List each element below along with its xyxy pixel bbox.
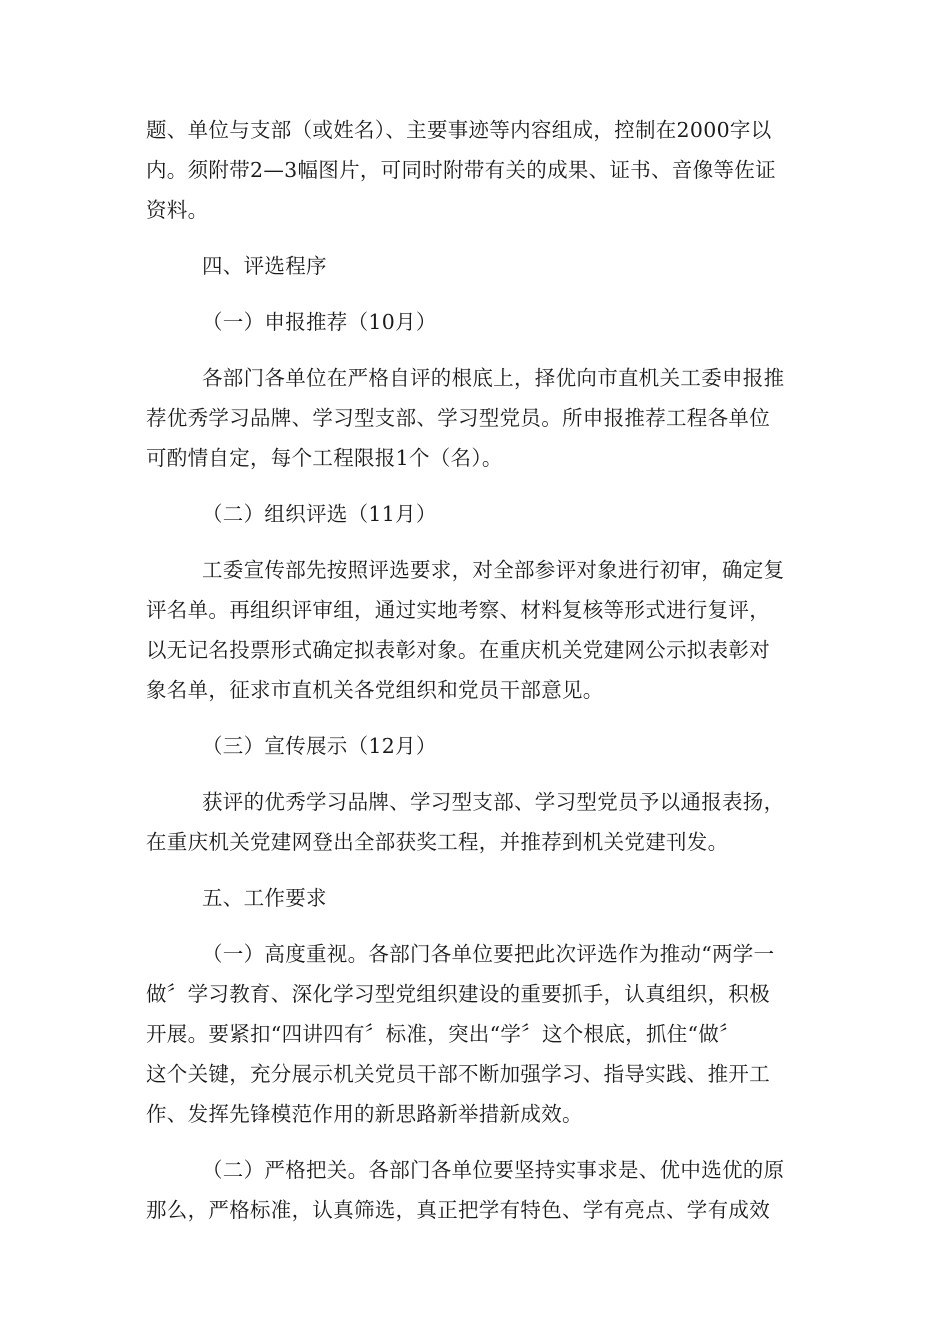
text-line: 那么，严格标准，认真筛选，真正把学有特色、学有亮点、学有成效 bbox=[146, 1198, 770, 1222]
text-line: 题、单位与支部（或姓名）、主要事迹等内容组成，控制在2000字以 bbox=[146, 118, 772, 142]
heading-text: （二）组织评选（11月） bbox=[202, 502, 437, 526]
section-heading-work-requirements bbox=[146, 878, 806, 918]
paragraph-application bbox=[146, 358, 806, 478]
section-heading-selection-procedure bbox=[146, 246, 806, 286]
heading-text: 五、工作要求 bbox=[202, 886, 327, 910]
text-line: 评名单。再组织评审组，通过实地考察、材料复核等形式进行复评， bbox=[146, 598, 770, 622]
text-line: 可酌情自定，每个工程限报1个（名）。 bbox=[146, 446, 503, 470]
text-line: 做〞学习教育、深化学习型党组织建设的重要抓手，认真组织，积极 bbox=[146, 982, 770, 1006]
paragraph-strict-control bbox=[146, 1150, 806, 1230]
text-line: 各部门各单位在严格自评的根底上，择优向市直机关工委申报推 bbox=[202, 366, 785, 390]
text-line: 荐优秀学习品牌、学习型支部、学习型党员。所申报推荐工程各单位 bbox=[146, 406, 770, 430]
paragraph-selection-process bbox=[146, 550, 806, 710]
subheading-publicity-display bbox=[146, 726, 806, 766]
paragraph-submission-content bbox=[146, 110, 806, 230]
text-line: 工委宣传部先按照评选要求，对全部参评对象进行初审，确定复 bbox=[202, 558, 785, 582]
heading-text: （一）申报推荐（10月） bbox=[202, 310, 437, 334]
text-line: （一）高度重视。各部门各单位要把此次评选作为推动“两学一 bbox=[202, 942, 775, 966]
text-line: 这个关键，充分展示机关党员干部不断加强学习、指导实践、推开工 bbox=[146, 1062, 770, 1086]
text-line: 以无记名投票形式确定拟表彰对象。在重庆机关党建网公示拟表彰对 bbox=[146, 638, 770, 662]
text-line: 获评的优秀学习品牌、学习型支部、学习型党员予以通报表扬， bbox=[202, 790, 785, 814]
paragraph-publicity bbox=[146, 782, 806, 862]
document-body bbox=[146, 110, 806, 1230]
text-line: 象名单，征求市直机关各党组织和党员干部意见。 bbox=[146, 678, 604, 702]
text-line: 在重庆机关党建网登出全部获奖工程，并推荐到机关党建刊发。 bbox=[146, 830, 729, 854]
text-line: （二）严格把关。各部门各单位要坚持实事求是、优中选优的原 bbox=[202, 1158, 785, 1182]
subheading-organize-selection bbox=[146, 494, 806, 534]
text-line: 作、发挥先锋模范作用的新思路新举措新成效。 bbox=[146, 1102, 583, 1126]
text-line: 资料。 bbox=[146, 198, 209, 222]
heading-text: （三）宣传展示（12月） bbox=[202, 734, 437, 758]
subheading-application-recommendation bbox=[146, 302, 806, 342]
heading-text: 四、评选程序 bbox=[202, 254, 327, 278]
paragraph-high-attention bbox=[146, 934, 806, 1134]
text-line: 开展。要紧扣“四讲四有〞标准，突出“学〞这个根底，抓住“做〞 bbox=[146, 1022, 740, 1046]
text-line: 内。须附带2—3幅图片，可同时附带有关的成果、证书、音像等佐证 bbox=[146, 158, 776, 182]
